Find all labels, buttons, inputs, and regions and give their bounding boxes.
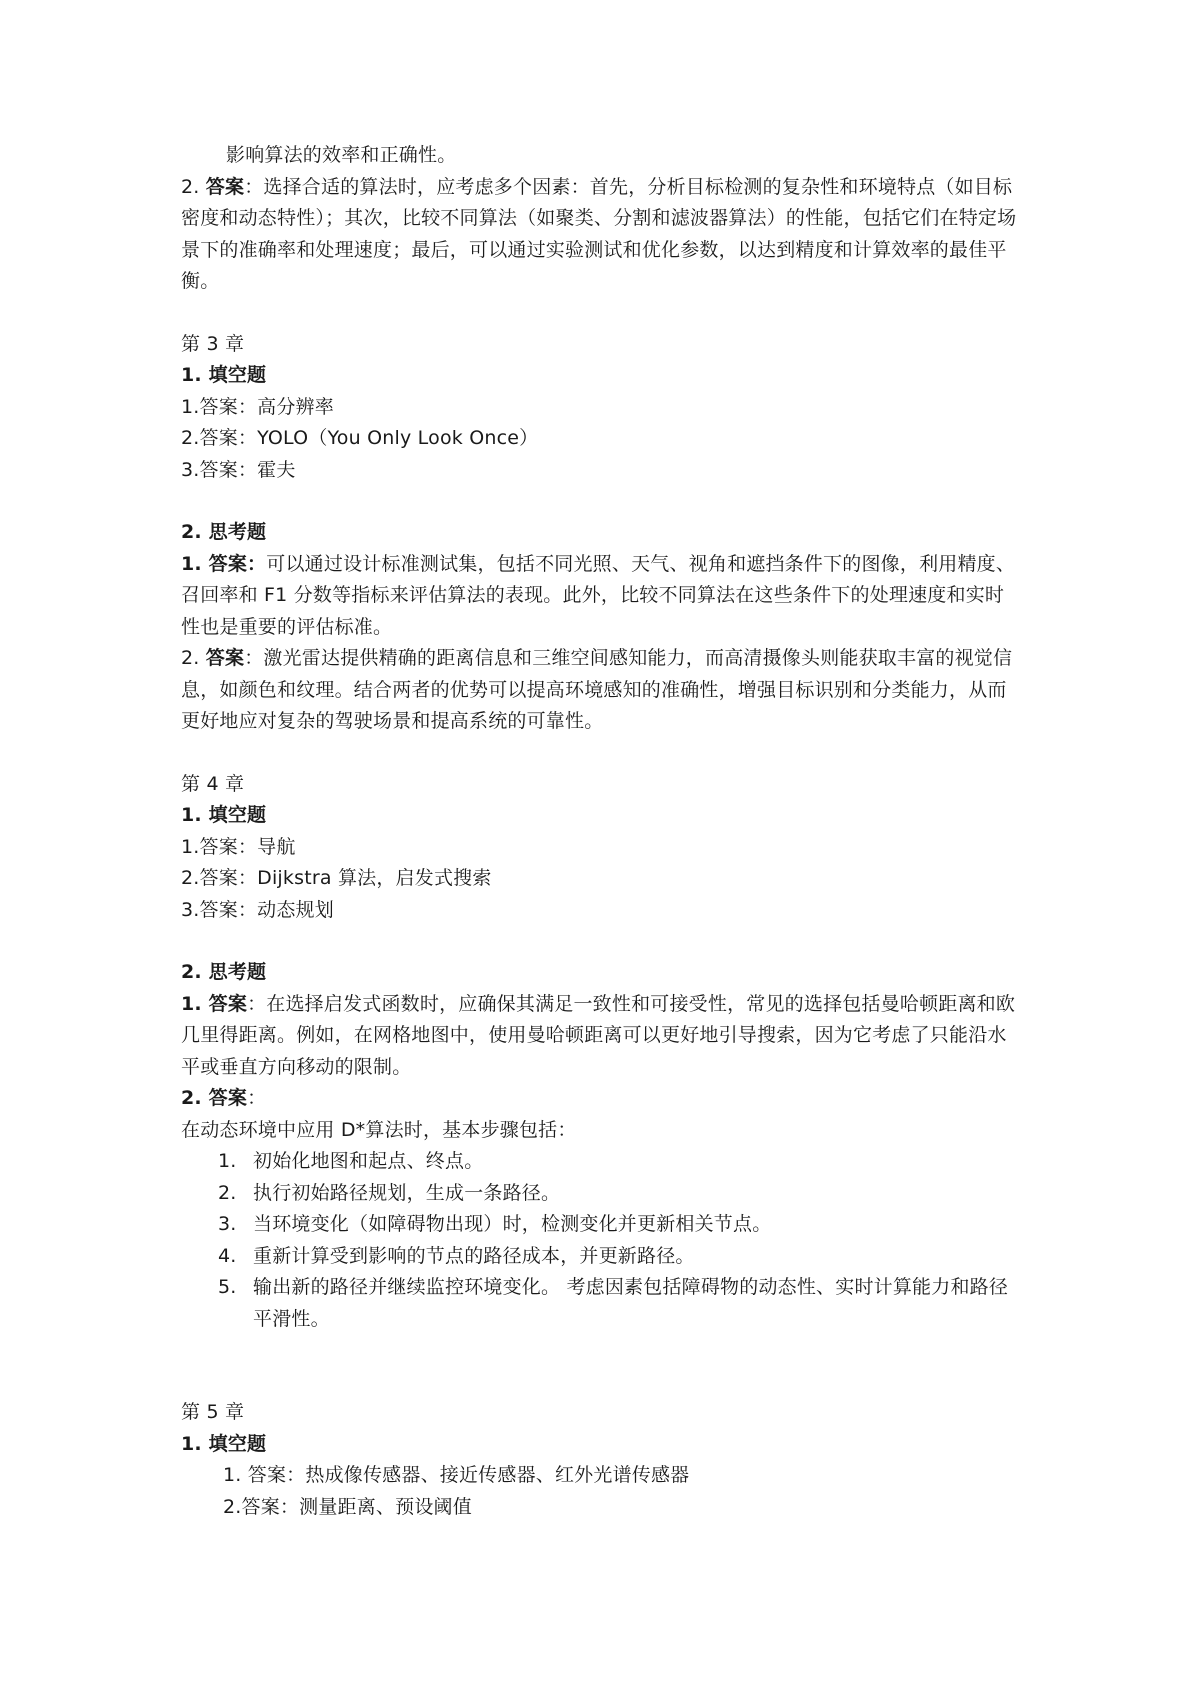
fill-answer: 2.答案：Dijkstra 算法，启发式搜索: [181, 867, 492, 889]
section-heading: 1. 填空题: [181, 364, 267, 386]
answer-paragraph: [181, 172, 1021, 298]
list-item: [181, 1241, 1021, 1273]
fill-answer: 2.答案：测量距离、预设阈值: [223, 1495, 472, 1518]
answer-number: 2.: [181, 175, 200, 198]
fill-answer: 3.答案：动态规划: [181, 898, 334, 921]
answer-label: 1. 答案: [181, 992, 248, 1015]
continued-line: 影响算法的效率和正确性。: [226, 144, 457, 166]
chapter-title: 第 5 章: [181, 1401, 245, 1423]
list-item-text: 当环境变化（如障碍物出现）时，检测变化并更新相关节点。: [253, 1213, 772, 1235]
list-item-text: 重新计算受到影响的节点的路径成本，并更新路径。: [253, 1244, 695, 1267]
spacer: [181, 298, 1021, 329]
list-item: [181, 1146, 1021, 1178]
answer-paragraph: [181, 549, 1021, 644]
list-item: [181, 1272, 1021, 1335]
chapter-title: 第 3 章: [181, 332, 245, 355]
chapter-title: 第 4 章: [181, 772, 245, 795]
answer-paragraph: [181, 643, 1021, 738]
list-item-text: 执行初始路径规划，生成一条路径。: [253, 1181, 561, 1204]
fill-answer: 1.答案：高分辨率: [181, 395, 334, 418]
spacer: [181, 738, 1021, 769]
list-item-number: 1.: [218, 1150, 237, 1172]
fill-answer: 1. 答案：热成像传感器、接近传感器、红外光谱传感器: [223, 1464, 690, 1486]
answer-number: 2.: [181, 647, 200, 669]
list-item-number: 2.: [218, 1181, 237, 1204]
answer-text: ：激光雷达提供精确的距离信息和三维空间感知能力，而高清摄像头则能获取丰富的视觉信息，如颜色和纹理。结合两者的优势可以提高环境感知的准确性，增强目标识别和分类能力，从而更好地应对复杂的驾驶场景和提高系统的可靠性。: [181, 647, 1013, 732]
answer-label: 2. 答案: [181, 1087, 248, 1109]
section-heading: 1. 填空题: [181, 804, 267, 826]
answer-text: 可以通过设计标准测试集，包括不同光照、天气、视角和遮挡条件下的图像，利用精度、召回率和 F1 分数等指标来评估算法的表现。此外，比较不同算法在这些条件下的处理速度和实时性也是重要的评估标准。: [181, 552, 1016, 638]
list-item: [181, 1209, 1021, 1241]
list-item-number: 3.: [218, 1213, 237, 1235]
answer-paragraph: [181, 1083, 1021, 1115]
list-item-number: 5.: [218, 1276, 237, 1298]
answer-text: ：选择合适的算法时，应考虑多个因素：首先，分析目标检测的复杂性和环境特点（如目标密度和动态特性）；其次，比较不同算法（如聚类、分割和滤波器算法）的性能，包括它们在特定场景下的准确率和处理速度；最后，可以通过实验测试和优化参数，以达到精度和计算效率的最佳平衡。: [181, 175, 1017, 292]
answer-label: 1. 答案：: [181, 552, 267, 575]
list-item: [181, 1178, 1021, 1210]
answer-text: ：: [247, 1087, 267, 1109]
section-heading: 2. 思考题: [181, 961, 267, 983]
section-heading: 1. 填空题: [181, 1432, 267, 1455]
fill-answer: 3.答案：霍夫: [181, 458, 296, 481]
document-body: [181, 140, 1021, 1523]
fill-answer: 2.答案：YOLO（You Only Look Once）: [181, 427, 539, 449]
section-heading: 2. 思考题: [181, 521, 267, 543]
answer-label: 答案: [205, 647, 245, 669]
answer-paragraph: [181, 989, 1021, 1084]
list-item-number: 4.: [218, 1244, 237, 1267]
fill-answer: 1.答案：导航: [181, 835, 296, 858]
spacer: [181, 1335, 1021, 1397]
steps-intro: 在动态环境中应用 D*算法时，基本步骤包括：: [181, 1118, 577, 1141]
answer-text: ：在选择启发式函数时，应确保其满足一致性和可接受性，常见的选择包括曼哈顿距离和欧几里得距离。例如，在网格地图中，使用曼哈顿距离可以更好地引导搜索，因为它考虑了只能沿水平或垂直方向移动的限制。: [181, 992, 1016, 1078]
steps-list: [181, 1146, 1021, 1335]
spacer: [181, 486, 1021, 517]
list-item-text: 初始化地图和起点、终点。: [253, 1150, 484, 1172]
answer-label: 答案: [205, 175, 245, 198]
list-item-text: 输出新的路径并继续监控环境变化。 考虑因素包括障碍物的动态性、实时计算能力和路径平滑性。: [253, 1276, 1009, 1330]
spacer: [181, 926, 1021, 957]
